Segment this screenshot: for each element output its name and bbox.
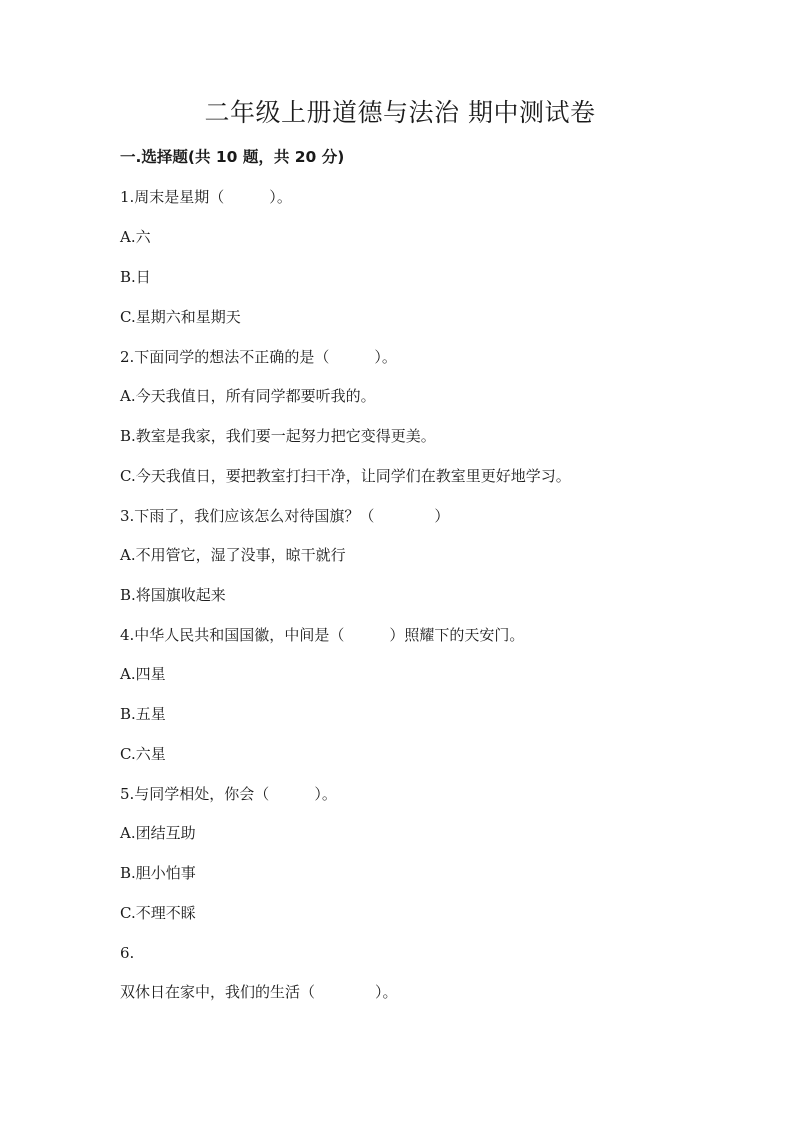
question-4-stem: 4.中华人民共和国国徽，中间是（ ）照耀下的天安门。 bbox=[120, 626, 525, 644]
question-1-option-b: B.日 bbox=[120, 268, 151, 286]
question-5-option-a: A.团结互助 bbox=[120, 824, 196, 842]
question-3-option-b: B.将国旗收起来 bbox=[120, 586, 226, 604]
question-2-option-c: C.今天我值日，要把教室打扫干净，让同学们在教室里更好地学习。 bbox=[120, 467, 571, 485]
question-1-stem: 1.周末是星期（ ）。 bbox=[120, 188, 292, 206]
question-1-option-c: C.星期六和星期天 bbox=[120, 308, 241, 326]
question-4-option-a: A.四星 bbox=[120, 665, 166, 683]
page-title: 二年级上册道德与法治 期中测试卷 bbox=[204, 98, 596, 127]
question-2-option-a: A.今天我值日，所有同学都要听我的。 bbox=[120, 387, 376, 405]
question-6-number: 6. bbox=[120, 944, 135, 962]
question-2-option-b: B.教室是我家，我们要一起努力把它变得更美。 bbox=[120, 427, 436, 445]
question-4-option-c: C.六星 bbox=[120, 745, 166, 763]
question-3-stem: 3.下雨了，我们应该怎么对待国旗？（ ） bbox=[120, 507, 450, 525]
question-5-option-b: B.胆小怕事 bbox=[120, 864, 196, 882]
question-5-stem: 5.与同学相处，你会（ ）。 bbox=[120, 785, 337, 803]
question-4-option-b: B.五星 bbox=[120, 705, 166, 723]
question-3-option-a: A.不用管它，湿了没事，晾干就行 bbox=[120, 546, 346, 564]
question-6-stem: 双休日在家中，我们的生活（ ）。 bbox=[120, 983, 398, 1001]
question-1-option-a: A.六 bbox=[120, 228, 151, 246]
section-heading: 一.选择题(共 10 题，共 20 分) bbox=[120, 148, 345, 166]
question-5-option-c: C.不理不睬 bbox=[120, 904, 196, 922]
question-2-stem: 2.下面同学的想法不正确的是（ ）。 bbox=[120, 348, 397, 366]
